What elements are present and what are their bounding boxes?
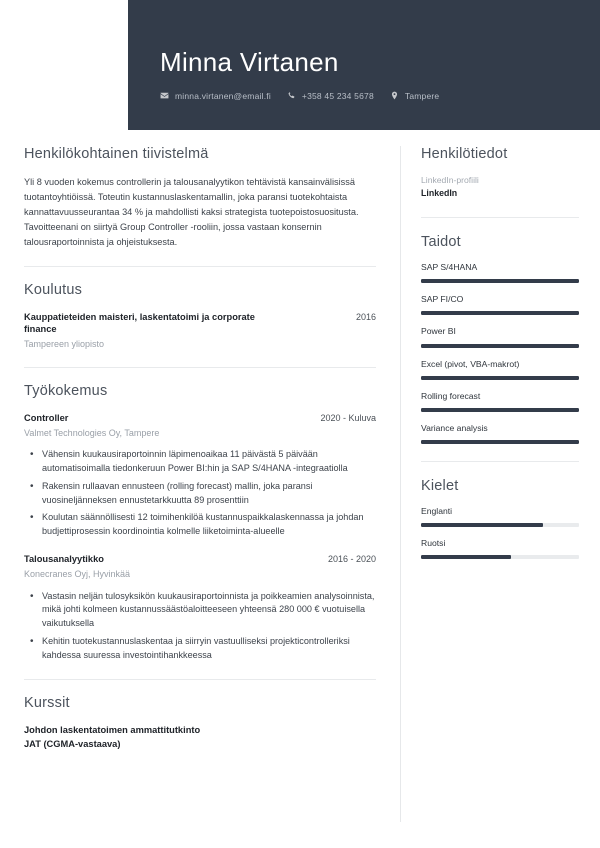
experience-bullet: • Vastasin neljän tulosyksikön kuukausiraportoinnista ja poikkeamien analysoinnista, mikä johti kolmeen kustannussäästöaloitteeseen yhteensä 280 000 € vuotuisella vaikutuksella — [24, 590, 376, 631]
skill-item — [421, 391, 579, 412]
skill-bar-fill — [421, 344, 579, 348]
detail-item-linkedin — [421, 174, 579, 200]
section-languages-title: Kielet — [421, 478, 459, 495]
sidebar-column — [421, 146, 579, 570]
skill-label: Power BI — [421, 326, 456, 337]
experience-bullet: • Koulutan säännöllisesti 12 toimihenkilöä kustannuspaikkalaskennassa ja johdan budjettiprosessin koordinointia kolmelle liiketoiminta-alueelle — [24, 511, 376, 539]
experience-entry — [24, 412, 376, 539]
skill-label: Rolling forecast — [421, 390, 481, 401]
language-item — [421, 506, 579, 527]
course-name-line1: Johdon laskentatoimen ammattitutkinto — [24, 724, 201, 735]
education-degree: Kauppatieteiden maisteri, laskentatoimi ja corporate finance — [24, 311, 255, 335]
experience-role: Talousanalyytikko — [24, 554, 104, 565]
contact-phone[interactable] — [287, 91, 374, 101]
experience-entry — [24, 553, 376, 662]
section-education — [24, 282, 376, 351]
section-languages — [421, 478, 579, 559]
experience-bullet: • Vähensin kuukausiraportoinnin läpimenoaikaa 11 päivästä 5 päivään automatisoimalla tiedonkeruun Power BI:hin ja SAP S/4HANA -integraatiolla — [24, 448, 376, 476]
linkedin-link[interactable]: LinkedIn — [421, 187, 458, 198]
contact-email[interactable] — [160, 91, 271, 101]
experience-bullet: • Kehitin tuotekustannuslaskentaa ja siirryin vastuulliseksi projekticontrolleriksi kahdessa suuressa investointihankkeessa — [24, 635, 376, 663]
language-item — [421, 538, 579, 559]
experience-employer: Valmet Technologies Oy, Tampere — [24, 427, 160, 438]
skill-bar-track — [421, 344, 579, 348]
language-label: Englanti — [421, 506, 453, 517]
skill-item — [421, 423, 579, 444]
sidebar-divider — [421, 217, 579, 218]
education-date: 2016 — [355, 311, 376, 322]
skill-bar-track — [421, 279, 579, 283]
phone-icon — [287, 91, 296, 100]
candidate-name: Minna Virtanen — [160, 47, 339, 77]
skill-label: SAP FI/CO — [421, 294, 464, 305]
contact-phone-text: +358 45 234 5678 — [301, 90, 374, 101]
section-summary-title: Henkilökohtainen tiivistelmä — [24, 146, 209, 162]
language-label: Ruotsi — [421, 538, 446, 549]
skill-bar-fill — [421, 408, 579, 412]
summary-text: Yli 8 vuoden kokemus controllerin ja talousanalyytikon tehtävistä kansainvälisissä tuotantoyhtiöissä. Toteutin kustannuslaskentamallin, joka paransi tuotekohtaista kannattavuusseurantaa 34 % ja mahdollisti kaksi strategista tuotepoistosuositusta. Tavoitteenani on siirtyä Group Controller -rooliin, jossa vastaan konsernin talousraportoinnista ja ohjeistuksesta. — [24, 177, 359, 247]
experience-date: 2016 - 2020 — [327, 554, 376, 565]
skill-item — [421, 359, 579, 380]
section-education-title: Koulutus — [24, 281, 83, 298]
skill-item — [421, 294, 579, 315]
experience-employer: Konecranes Oyj, Hyvinkää — [24, 568, 131, 579]
detail-label: LinkedIn-profiili — [421, 175, 479, 185]
section-summary — [24, 146, 376, 250]
section-personal-details-title: Henkilötiedot — [421, 146, 508, 162]
section-personal-details — [421, 146, 579, 200]
skill-bar-fill — [421, 279, 579, 283]
location-pin-icon — [390, 91, 399, 100]
experience-bullet: • Rakensin rullaavan ennusteen (rolling forecast) mallin, joka paransi vuosineljänneksen ennustetarkkuutta 89 prosenttiin — [24, 480, 376, 508]
course-entry — [24, 724, 376, 752]
skill-bar-track — [421, 440, 579, 444]
education-institution: Tampereen yliopisto — [24, 339, 105, 350]
skill-label: Variance analysis — [421, 422, 488, 433]
skill-bar-fill — [421, 376, 579, 380]
skill-item — [421, 262, 579, 283]
experience-entry-head — [24, 412, 376, 425]
skill-bar-track — [421, 376, 579, 380]
skill-bar-fill — [421, 440, 579, 444]
skill-bar-fill — [421, 311, 579, 315]
section-experience-title: Työkokemus — [24, 382, 108, 399]
section-experience — [24, 383, 376, 663]
language-bar-track — [421, 523, 579, 527]
contact-row — [160, 91, 600, 101]
language-bar-track — [421, 555, 579, 559]
main-column — [24, 146, 376, 755]
section-skills-title: Taidot — [421, 234, 461, 251]
experience-date: 2020 - Kuluva — [320, 412, 376, 423]
section-divider — [24, 679, 376, 680]
sidebar-divider — [421, 461, 579, 462]
envelope-icon — [160, 91, 169, 100]
skill-label: SAP S/4HANA — [421, 262, 478, 273]
section-courses-title: Kurssit — [24, 694, 70, 711]
section-courses — [24, 695, 376, 752]
section-skills — [421, 234, 579, 444]
skill-bar-track — [421, 408, 579, 412]
contact-location — [390, 91, 439, 101]
contact-email-text: minna.virtanen@email.fi — [175, 90, 271, 101]
section-divider — [24, 266, 376, 267]
column-divider — [400, 146, 401, 822]
language-bar-fill — [421, 523, 543, 527]
course-name-line2: JAT (CGMA-vastaava) — [24, 738, 121, 749]
skill-item — [421, 326, 579, 347]
resume-header — [128, 0, 600, 130]
education-entry-head — [24, 311, 376, 337]
experience-entry-head — [24, 553, 376, 566]
skill-bar-track — [421, 311, 579, 315]
contact-location-text: Tampere — [404, 90, 440, 101]
section-divider — [24, 367, 376, 368]
skill-label: Excel (pivot, VBA-makrot) — [421, 358, 520, 369]
experience-role: Controller — [24, 412, 69, 423]
experience-bullets — [24, 590, 376, 663]
experience-bullets — [24, 448, 376, 539]
language-bar-fill — [421, 555, 511, 559]
education-entry — [24, 311, 376, 351]
